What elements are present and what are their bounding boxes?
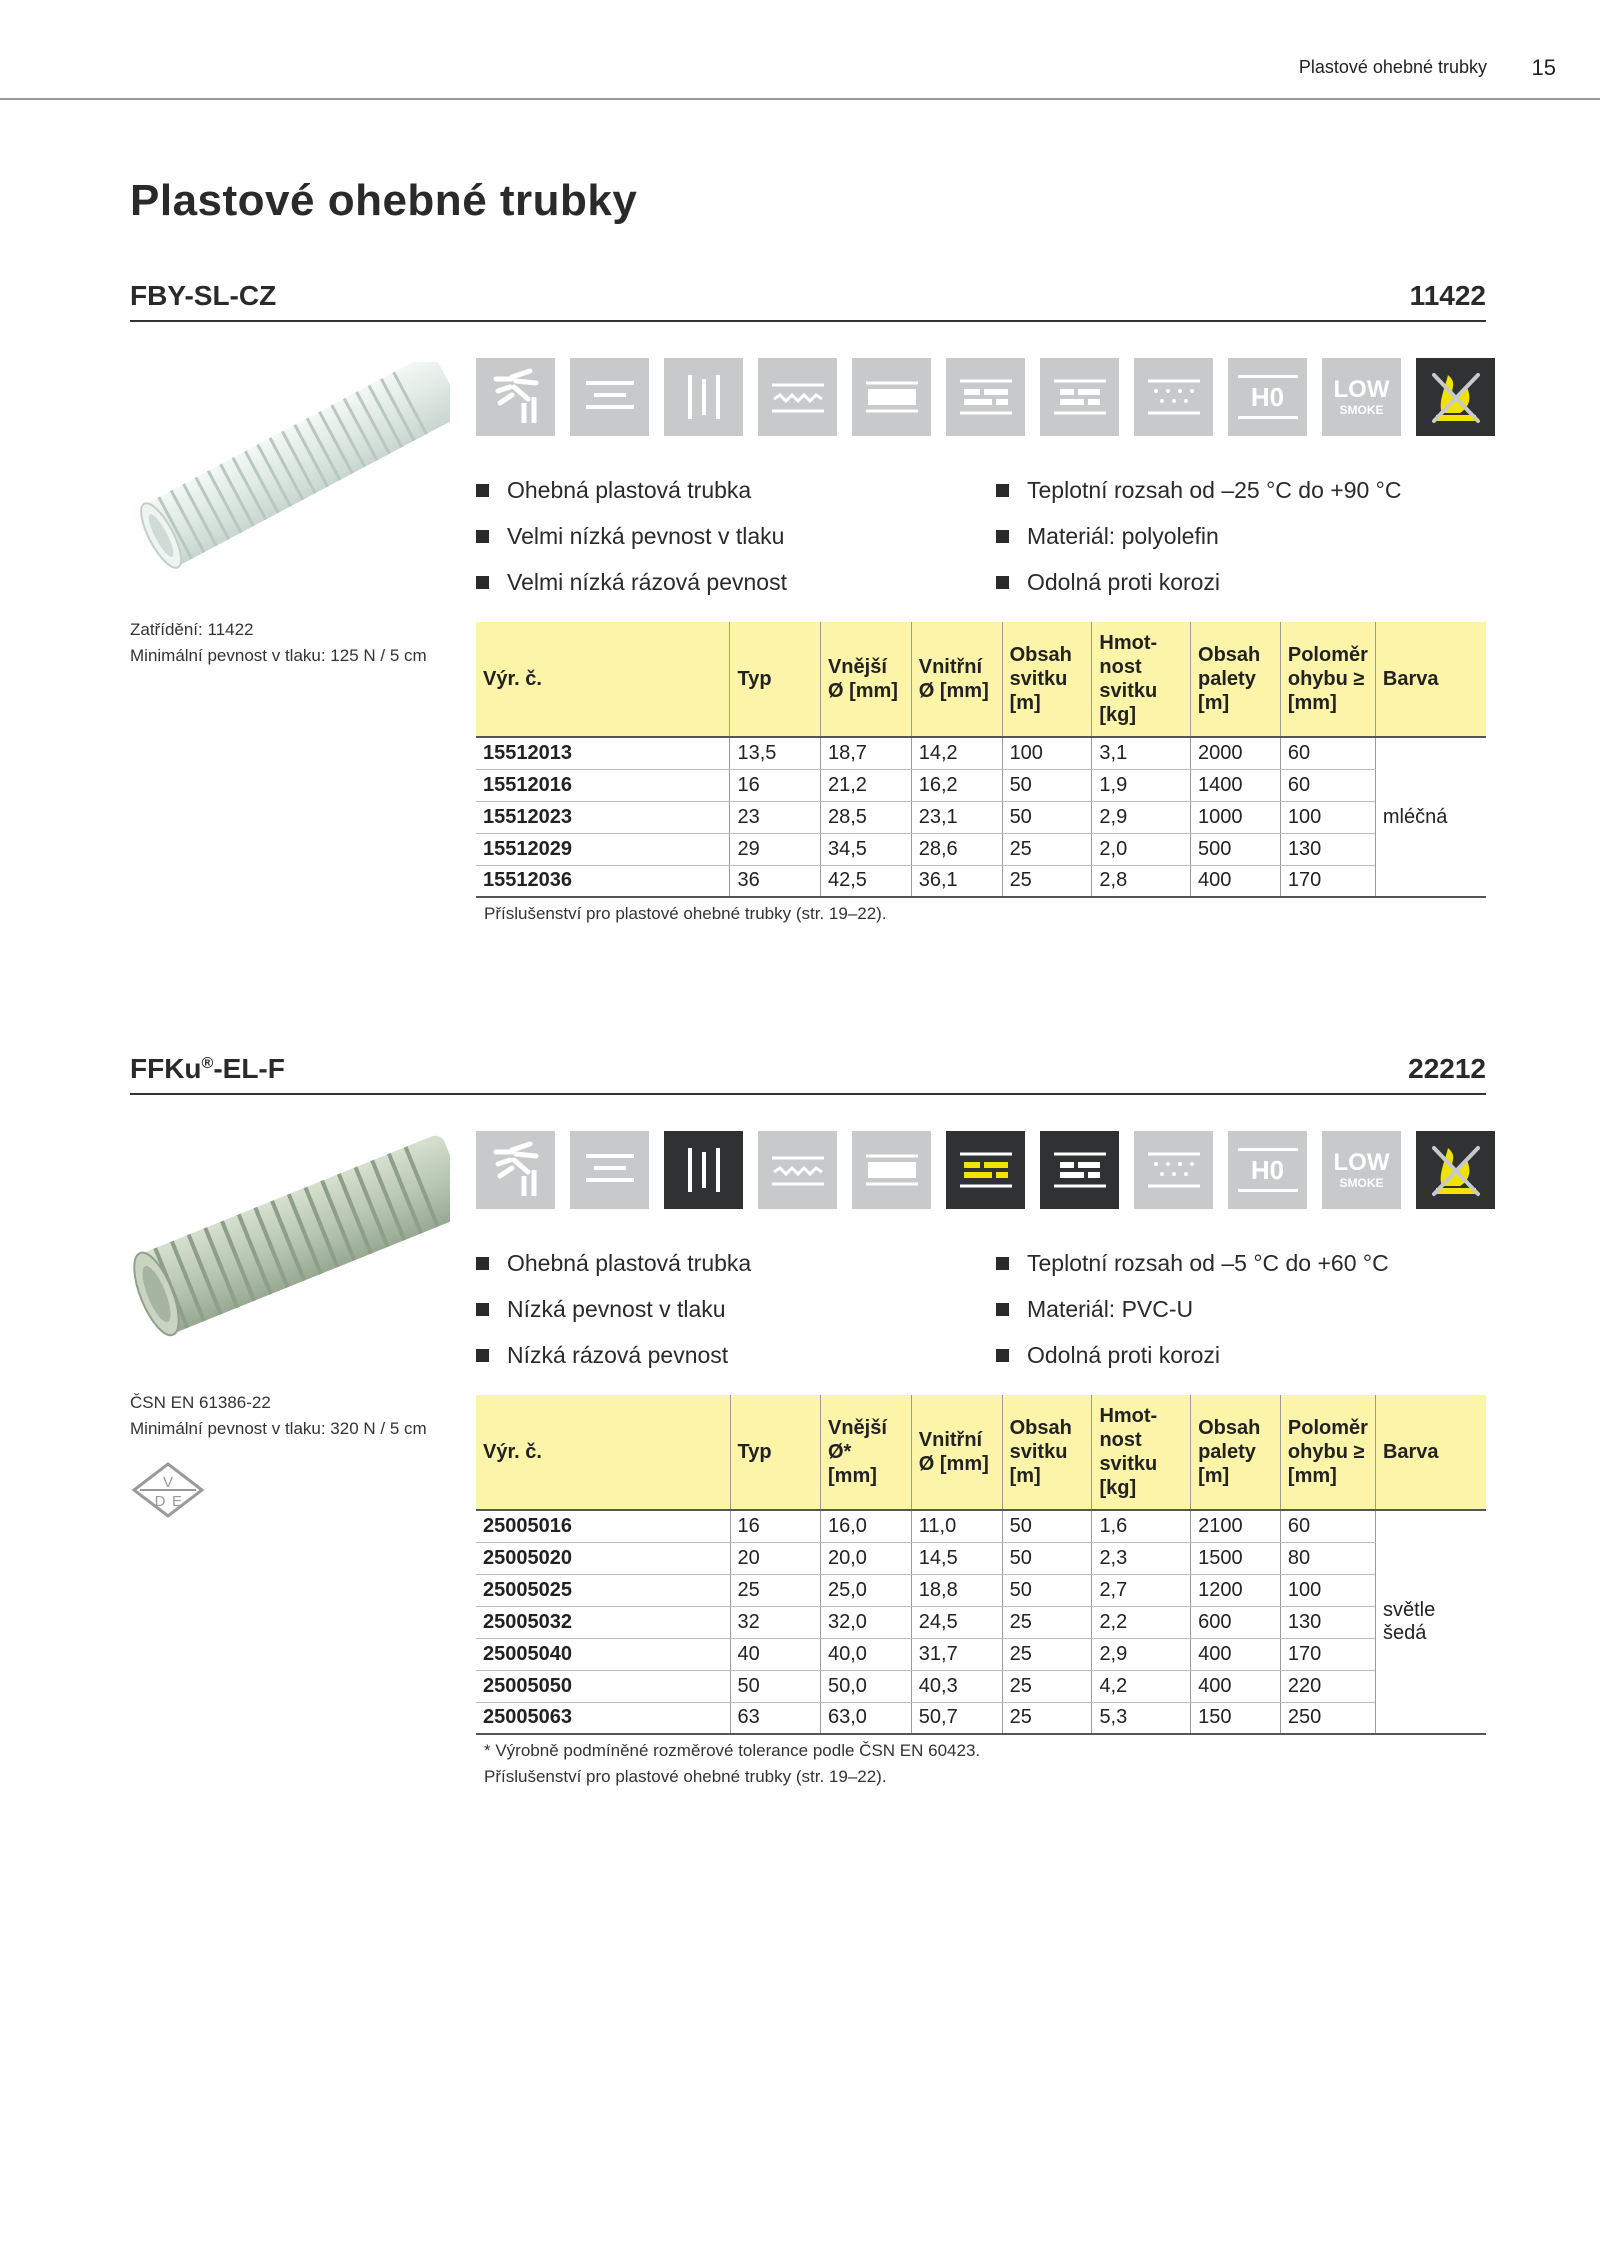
article-number-cell: 25005050 <box>476 1670 730 1702</box>
table-cell: 13,5 <box>730 737 821 769</box>
hollow-wall-icon <box>946 358 1025 436</box>
plaster-embedding-icon <box>852 358 931 436</box>
table-cell: 400 <box>1191 1670 1281 1702</box>
classification-line: Zatřídění: 11422 <box>130 620 254 639</box>
column-header: Obsah palety [m] <box>1191 1395 1281 1510</box>
table-cell: 2,7 <box>1092 1574 1191 1606</box>
table-cell: 28,5 <box>820 801 911 833</box>
table-cell: 2,8 <box>1092 865 1191 897</box>
masonry-wall-icon <box>1040 1131 1119 1209</box>
column-header: Výr. č. <box>476 1395 730 1510</box>
table-cell: 16 <box>730 1510 820 1542</box>
table-cell: 80 <box>1280 1542 1375 1574</box>
table-cell: 24,5 <box>911 1606 1002 1638</box>
table-cell: 18,8 <box>911 1574 1002 1606</box>
feature-list <box>476 467 1486 605</box>
table-notes <box>484 1738 980 1790</box>
article-number-cell: 15512013 <box>476 737 730 769</box>
color-cell: mléčná <box>1375 737 1486 897</box>
table-cell: 23,1 <box>911 801 1002 833</box>
table-cell: 50 <box>1002 769 1092 801</box>
product-code: 22212 <box>1408 1053 1486 1084</box>
note-line: Příslušenství pro plastové ohebné trubky (str. 19–22). <box>484 904 887 923</box>
table-cell: 50,7 <box>911 1702 1002 1734</box>
column-header: Barva <box>1375 1395 1486 1510</box>
compressive-strength-line: Minimální pevnost v tlaku: 125 N / 5 cm <box>130 646 427 665</box>
classification-info <box>130 617 427 669</box>
column-header: Hmot-nost svitku [kg] <box>1092 622 1191 737</box>
column-header: Obsah svitku [m] <box>1002 1395 1092 1510</box>
section-header <box>130 1051 1486 1095</box>
halogen-free-icon: H0 <box>1228 1131 1307 1209</box>
table-cell: 14,5 <box>911 1542 1002 1574</box>
table-cell: 25 <box>1002 1606 1092 1638</box>
page-number: 15 <box>1531 55 1556 80</box>
table-cell: 400 <box>1191 865 1281 897</box>
table-cell: 34,5 <box>820 833 911 865</box>
standard-line: ČSN EN 61386-22 <box>130 1393 271 1412</box>
note-line: Příslušenství pro plastové ohebné trubky (str. 19–22). <box>484 1767 887 1786</box>
article-number-cell: 25005032 <box>476 1606 730 1638</box>
column-header: Typ <box>730 622 821 737</box>
table-cell: 25 <box>1002 1702 1092 1734</box>
color-cell: světle šedá <box>1375 1510 1486 1734</box>
table-cell: 40,0 <box>821 1638 912 1670</box>
uv-resistance-icon <box>476 1131 555 1209</box>
product-image <box>130 1135 450 1350</box>
column-header: Hmot-nost svitku [kg] <box>1092 1395 1191 1510</box>
article-number-cell: 15512036 <box>476 865 730 897</box>
table-cell: 31,7 <box>911 1638 1002 1670</box>
table-cell: 16 <box>730 769 821 801</box>
flame-retardant-icon <box>1416 358 1495 436</box>
vertical-mounting-icon <box>664 1131 743 1209</box>
product-name: FFKu®-EL-F <box>130 1053 285 1084</box>
table-cell: 36 <box>730 865 821 897</box>
table-cell: 14,2 <box>911 737 1002 769</box>
article-number-cell: 25005025 <box>476 1574 730 1606</box>
table-cell: 250 <box>1280 1702 1375 1734</box>
flame-retardant-icon <box>1416 1131 1495 1209</box>
column-header: Vnější Ø* [mm] <box>821 1395 912 1510</box>
table-cell: 2000 <box>1191 737 1281 769</box>
table-cell: 63 <box>730 1702 820 1734</box>
article-number-cell: 15512023 <box>476 801 730 833</box>
table-cell: 400 <box>1191 1638 1281 1670</box>
feature-list <box>476 1240 1486 1378</box>
table-cell: 23 <box>730 801 821 833</box>
product-code: 11422 <box>1409 280 1486 311</box>
table-cell: 50 <box>1002 1574 1092 1606</box>
table-row <box>476 801 1486 833</box>
section-header <box>130 278 1486 322</box>
table-cell: 32,0 <box>821 1606 912 1638</box>
article-number-cell: 25005063 <box>476 1702 730 1734</box>
spec-table <box>476 1395 1486 1735</box>
table-row <box>476 833 1486 865</box>
svg-text:V: V <box>162 1474 174 1491</box>
spec-table <box>476 622 1486 898</box>
feature-item: Velmi nízká rázová pevnost <box>476 559 996 605</box>
table-cell: 1,9 <box>1092 769 1191 801</box>
table-cell: 600 <box>1191 1606 1281 1638</box>
running-title: Plastové ohebné trubky <box>1298 57 1487 77</box>
table-cell: 63,0 <box>821 1702 912 1734</box>
table-cell: 4,2 <box>1092 1670 1191 1702</box>
column-header: Poloměr ohybu ≥ [mm] <box>1280 622 1375 737</box>
table-row <box>476 865 1486 897</box>
table-cell: 3,1 <box>1092 737 1191 769</box>
table-cell: 2,3 <box>1092 1542 1191 1574</box>
table-row <box>476 1510 1486 1542</box>
table-cell: 25 <box>730 1574 820 1606</box>
table-cell: 1400 <box>1191 769 1281 801</box>
feature-item: Odolná proti korozi <box>996 559 1486 605</box>
table-cell: 130 <box>1280 1606 1375 1638</box>
column-header: Vnitřní Ø [mm] <box>911 1395 1002 1510</box>
product-image <box>130 362 450 577</box>
table-row <box>476 1542 1486 1574</box>
uv-resistance-icon <box>476 358 555 436</box>
column-header: Vnější Ø [mm] <box>820 622 911 737</box>
table-cell: 25 <box>1002 1670 1092 1702</box>
masonry-wall-icon <box>1040 358 1119 436</box>
table-cell: 170 <box>1280 1638 1375 1670</box>
column-header: Výr. č. <box>476 622 730 737</box>
table-cell: 60 <box>1280 737 1375 769</box>
table-cell: 25 <box>1002 833 1092 865</box>
column-header: Obsah palety [m] <box>1191 622 1281 737</box>
table-cell: 1200 <box>1191 1574 1281 1606</box>
svg-text:E: E <box>171 1493 183 1510</box>
table-cell: 32 <box>730 1606 820 1638</box>
vde-mark-icon <box>130 1460 206 1525</box>
table-cell: 29 <box>730 833 821 865</box>
table-row <box>476 1606 1486 1638</box>
table-cell: 5,3 <box>1092 1702 1191 1734</box>
table-cell: 18,7 <box>820 737 911 769</box>
table-cell: 50 <box>1002 1542 1092 1574</box>
table-row <box>476 769 1486 801</box>
hollow-wall-icon <box>946 1131 1025 1209</box>
feature-item: Odolná proti korozi <box>996 1332 1486 1378</box>
table-cell: 170 <box>1280 865 1375 897</box>
table-cell: 1500 <box>1191 1542 1281 1574</box>
feature-item: Teplotní rozsah od –25 °C do +90 °C <box>996 467 1486 513</box>
table-notes <box>484 901 887 927</box>
table-cell: 11,0 <box>911 1510 1002 1542</box>
table-cell: 40,3 <box>911 1670 1002 1702</box>
table-row <box>476 1574 1486 1606</box>
page-title: Plastové ohebné trubky <box>130 176 638 225</box>
surface-mounting-icon <box>570 1131 649 1209</box>
table-cell: 25 <box>1002 865 1092 897</box>
halogen-free-icon: H0 <box>1228 358 1307 436</box>
table-row <box>476 1638 1486 1670</box>
table-cell: 2,9 <box>1092 801 1191 833</box>
feature-item: Teplotní rozsah od –5 °C do +60 °C <box>996 1240 1486 1286</box>
table-cell: 150 <box>1191 1702 1281 1734</box>
table-cell: 60 <box>1280 1510 1375 1542</box>
table-cell: 50,0 <box>821 1670 912 1702</box>
table-cell: 16,0 <box>821 1510 912 1542</box>
feature-item: Velmi nízká pevnost v tlaku <box>476 513 996 559</box>
column-header: Barva <box>1375 622 1486 737</box>
table-cell: 36,1 <box>911 865 1002 897</box>
table-cell: 1,6 <box>1092 1510 1191 1542</box>
table-cell: 100 <box>1280 801 1375 833</box>
table-cell: 130 <box>1280 833 1375 865</box>
table-header-row <box>476 622 1486 737</box>
table-cell: 1000 <box>1191 801 1281 833</box>
table-row <box>476 1702 1486 1734</box>
svg-text:D: D <box>154 1493 166 1510</box>
note-line: * Výrobně podmíněné rozměrové tolerance podle ČSN EN 60423. <box>484 1741 981 1760</box>
table-cell: 50 <box>1002 1510 1092 1542</box>
table-row <box>476 737 1486 769</box>
feature-item: Nízká pevnost v tlaku <box>476 1286 996 1332</box>
screed-icon <box>1134 358 1213 436</box>
table-cell: 2,2 <box>1092 1606 1191 1638</box>
product-name: FBY-SL-CZ <box>130 280 277 311</box>
table-cell: 20,0 <box>821 1542 912 1574</box>
column-header: Obsah svitku [m] <box>1002 622 1092 737</box>
running-head <box>0 0 1600 100</box>
feature-item: Ohebná plastová trubka <box>476 467 996 513</box>
table-cell: 100 <box>1280 1574 1375 1606</box>
table-cell: 28,6 <box>911 833 1002 865</box>
column-header: Typ <box>730 1395 820 1510</box>
compressive-strength-line: Minimální pevnost v tlaku: 320 N / 5 cm <box>130 1419 427 1438</box>
table-cell: 100 <box>1002 737 1092 769</box>
column-header: Vnitřní Ø [mm] <box>911 622 1002 737</box>
article-number-cell: 25005040 <box>476 1638 730 1670</box>
table-cell: 16,2 <box>911 769 1002 801</box>
article-number-cell: 15512029 <box>476 833 730 865</box>
table-cell: 2,0 <box>1092 833 1191 865</box>
standard-info <box>130 1390 427 1442</box>
table-header-row <box>476 1395 1486 1510</box>
table-cell: 21,2 <box>820 769 911 801</box>
plaster-embedding-icon <box>852 1131 931 1209</box>
low-smoke-icon: LOW SMOKE <box>1322 358 1401 436</box>
table-cell: 20 <box>730 1542 820 1574</box>
low-smoke-icon: LOW SMOKE <box>1322 1131 1401 1209</box>
column-header: Poloměr ohybu ≥ [mm] <box>1280 1395 1375 1510</box>
table-cell: 500 <box>1191 833 1281 865</box>
feature-item: Nízká rázová pevnost <box>476 1332 996 1378</box>
table-cell: 220 <box>1280 1670 1375 1702</box>
feature-item: Materiál: polyolefin <box>996 513 1486 559</box>
table-cell: 50 <box>1002 801 1092 833</box>
screed-icon <box>1134 1131 1213 1209</box>
table-cell: 2,9 <box>1092 1638 1191 1670</box>
article-number-cell: 25005020 <box>476 1542 730 1574</box>
article-number-cell: 15512016 <box>476 769 730 801</box>
concrete-embedding-icon <box>758 1131 837 1209</box>
table-cell: 25 <box>1002 1638 1092 1670</box>
table-row <box>476 1670 1486 1702</box>
table-cell: 60 <box>1280 769 1375 801</box>
property-icons <box>476 358 1495 436</box>
feature-item: Materiál: PVC-U <box>996 1286 1486 1332</box>
table-cell: 25,0 <box>821 1574 912 1606</box>
table-cell: 40 <box>730 1638 820 1670</box>
property-icons <box>476 1131 1495 1209</box>
table-cell: 50 <box>730 1670 820 1702</box>
vertical-mounting-icon <box>664 358 743 436</box>
article-number-cell: 25005016 <box>476 1510 730 1542</box>
feature-item: Ohebná plastová trubka <box>476 1240 996 1286</box>
concrete-embedding-icon <box>758 358 837 436</box>
table-cell: 42,5 <box>820 865 911 897</box>
table-cell: 2100 <box>1191 1510 1281 1542</box>
surface-mounting-icon <box>570 358 649 436</box>
